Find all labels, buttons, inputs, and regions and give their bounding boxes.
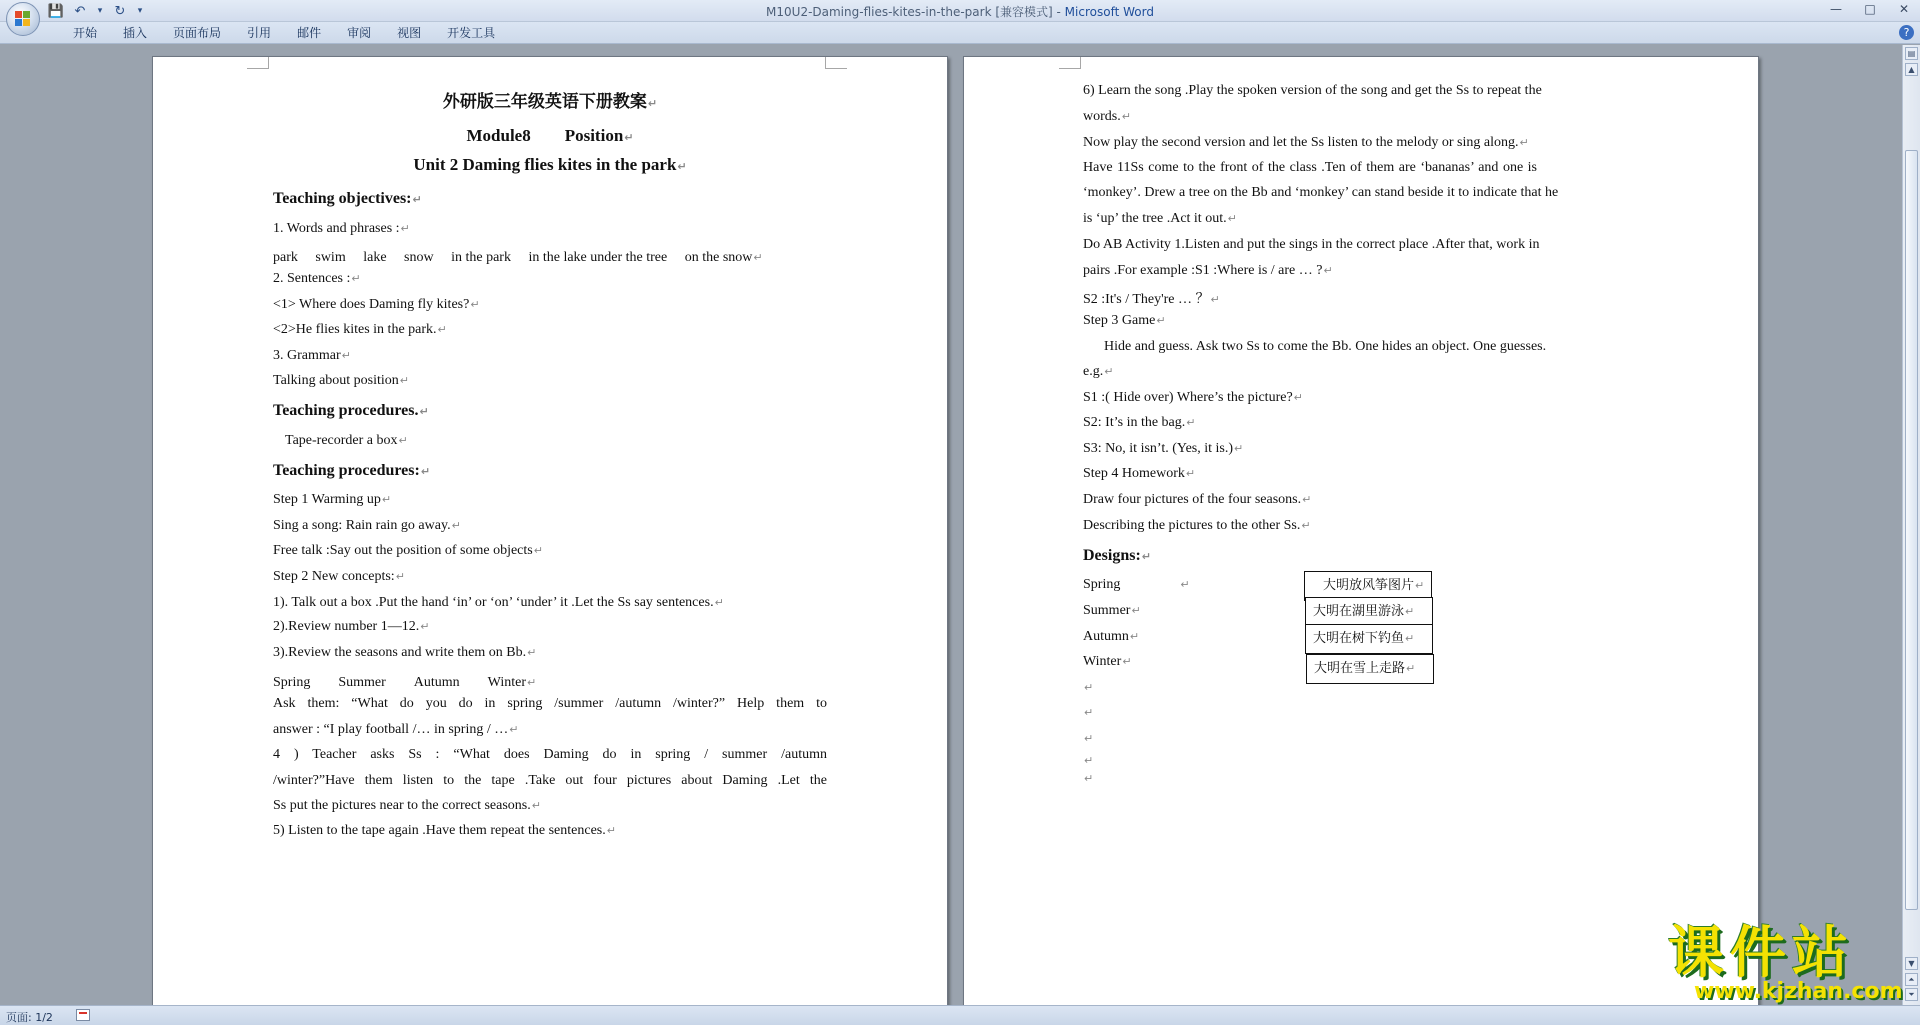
- office-logo-icon: [15, 11, 31, 27]
- body-text: 5) Listen to the tape again .Have them repeat the sentences.↵: [273, 823, 616, 838]
- body-text: 1. Words and phrases :↵: [273, 221, 410, 236]
- tab-review[interactable]: 审阅: [347, 26, 372, 40]
- watermark-chinese: 课件站: [1668, 921, 1854, 986]
- site-watermark-logo: [1668, 921, 1903, 1004]
- body-text: Spring Summer Autumn Winter↵: [273, 675, 537, 690]
- scroll-down-icon[interactable]: ▼: [1905, 957, 1918, 970]
- body-text: <1> Where does Daming fly kites?↵: [273, 297, 480, 312]
- help-icon[interactable]: ?: [1899, 25, 1914, 40]
- app-name: Microsoft Word: [1064, 5, 1154, 19]
- body-text: S3: No, it isn’t. (Yes, it is.)↵: [1083, 441, 1244, 456]
- scroll-up-icon[interactable]: ▲: [1905, 63, 1918, 76]
- tab-developer[interactable]: 开发工具: [447, 26, 496, 40]
- body-text: Step 4 Homework↵: [1083, 466, 1196, 481]
- body-text: is ‘up’ the tree .Act it out.↵: [1083, 211, 1237, 226]
- body-text: pairs .For example :S1 :Where is / are … ?↵: [1083, 263, 1333, 278]
- window-title: [0, 3, 1920, 20]
- body-text: ‘monkey’. Drew a tree on the Bb and ‘monkey’ can stand beside it to indicate that he: [1083, 185, 1559, 200]
- body-text: Sing a song: Rain rain go away.↵: [273, 518, 461, 533]
- design-label: Summer↵: [1083, 603, 1141, 618]
- ruler-toggle-icon[interactable]: ▤: [1905, 47, 1918, 60]
- design-label: Winter↵: [1083, 654, 1132, 669]
- body-text: Now play the second version and let the Ss listen to the melody or sing along.↵: [1083, 135, 1529, 150]
- page-2[interactable]: [963, 56, 1759, 1005]
- proofing-icon[interactable]: [76, 1009, 90, 1021]
- status-bar: [0, 1005, 1920, 1025]
- minimize-button[interactable]: —: [1830, 2, 1842, 16]
- objectives-heading: Teaching objectives:↵: [273, 190, 422, 207]
- design-label: Spring ↵: [1083, 577, 1190, 592]
- body-text: e.g.↵: [1083, 364, 1114, 379]
- tab-mailings[interactable]: 邮件: [297, 26, 322, 40]
- maximize-button[interactable]: □: [1864, 2, 1876, 16]
- office-button[interactable]: [6, 2, 40, 36]
- body-text: <2>He flies kites in the park.↵: [273, 322, 447, 337]
- tab-page-layout[interactable]: 页面布局: [173, 26, 222, 40]
- body-text: Draw four pictures of the four seasons.↵: [1083, 492, 1312, 507]
- unit-heading: Unit 2 Daming flies kites in the park↵: [413, 155, 687, 174]
- body-text: S2 :It's / They're … ？↵: [1083, 292, 1220, 307]
- tab-insert[interactable]: 插入: [123, 26, 148, 40]
- customize-qat-icon[interactable]: ▾: [137, 6, 143, 16]
- body-text: Tape-recorder a box↵: [285, 433, 408, 448]
- body-text: S1 :( Hide over) Where’s the picture?↵: [1083, 390, 1303, 405]
- doc-title: 外研版三年级英语下册教案↵: [442, 92, 658, 111]
- body-text: Step 2 New concepts:↵: [273, 569, 405, 584]
- document-name: M10U2-Daming-flies-kites-in-the-park [兼容模式] -: [766, 5, 1065, 19]
- module-heading: Module8 Position↵: [466, 126, 634, 145]
- document-workspace[interactable]: [0, 45, 1902, 1005]
- previous-page-icon[interactable]: ⏶: [1905, 973, 1918, 986]
- body-text: Free talk :Say out the position of some objects↵: [273, 543, 543, 558]
- save-icon[interactable]: 💾: [47, 3, 65, 19]
- window-controls: [1826, 2, 1914, 16]
- redo-icon[interactable]: ↻: [114, 3, 126, 19]
- body-text: Describing the pictures to the other Ss.↵: [1083, 518, 1311, 533]
- body-text: Do AB Activity 1.Listen and put the sings in the correct place .After that, work in: [1083, 237, 1540, 252]
- body-text: 4 ) Teacher asks Ss : “What does Daming do in spring / summer /autumn: [273, 747, 827, 762]
- body-text: answer : “I play football /… in spring / …↵: [273, 722, 519, 737]
- body-text: words.↵: [1083, 109, 1131, 124]
- body-text: 3. Grammar↵: [273, 348, 351, 363]
- body-text: Step 3 Game↵: [1083, 313, 1166, 328]
- crop-mark: [1059, 57, 1081, 69]
- vertical-scrollbar[interactable]: [1902, 45, 1920, 1005]
- design-label: Autumn↵: [1083, 629, 1140, 644]
- body-text: Hide and guess. Ask two Ss to come the Bb. One hides an object. One guesses.: [1104, 339, 1547, 354]
- body-text: /winter?”Have them listen to the tape .Take out four pictures about Daming .Let the: [273, 773, 827, 788]
- empty-paragraph: ↵: [1084, 732, 1094, 745]
- empty-paragraph: ↵: [1084, 754, 1094, 767]
- design-textbox[interactable]: 大明在树下钓鱼↵: [1305, 624, 1433, 654]
- design-textbox[interactable]: 大明在湖里游泳↵: [1305, 597, 1433, 627]
- page-1[interactable]: [152, 56, 948, 1005]
- empty-paragraph: ↵: [1084, 706, 1094, 719]
- page-count-status[interactable]: 页面: 1/2: [6, 1011, 53, 1024]
- title-bar: [0, 0, 1920, 22]
- crop-mark: [825, 57, 847, 69]
- body-text: S2: It’s in the bag.↵: [1083, 415, 1196, 430]
- scroll-thumb[interactable]: [1905, 150, 1918, 910]
- close-button[interactable]: ✕: [1898, 2, 1910, 16]
- body-text: Step 1 Warming up↵: [273, 492, 392, 507]
- procedures-heading: Teaching procedures:↵: [273, 462, 431, 479]
- tab-references[interactable]: 引用: [247, 26, 272, 40]
- empty-paragraph: ↵: [1084, 772, 1094, 785]
- watermark-url: www.kjzhan.com: [1694, 979, 1903, 1004]
- next-page-icon[interactable]: ⏷: [1905, 988, 1918, 1001]
- body-text: 3).Review the seasons and write them on Bb.↵: [273, 645, 537, 660]
- empty-paragraph: ↵: [1084, 681, 1094, 694]
- undo-dropdown-icon[interactable]: ▾: [97, 6, 103, 16]
- design-textbox[interactable]: 大明在雪上走路↵: [1306, 654, 1434, 684]
- design-textbox[interactable]: 大明放风筝图片↵: [1304, 571, 1432, 601]
- ribbon-tab-bar: [0, 22, 1920, 44]
- crop-mark: [247, 57, 269, 69]
- body-text: Ask them: “What do you do in spring /summer /autumn /winter?” Help them to: [273, 696, 827, 711]
- body-text: park swim lake snow in the park in the lake under the tree on the snow↵: [273, 250, 763, 265]
- body-text: 1). Talk out a box .Put the hand ‘in’ or ‘on’ ‘under’ it .Let the Ss say sentences.↵: [273, 595, 724, 610]
- body-text: Talking about position↵: [273, 373, 410, 388]
- designs-heading: Designs:↵: [1083, 547, 1151, 564]
- tab-view[interactable]: 视图: [397, 26, 422, 40]
- body-text: 2).Review number 1—12.↵: [273, 619, 430, 634]
- procedures-heading: Teaching procedures.↵: [273, 402, 429, 419]
- body-text: 2. Sentences :↵: [273, 271, 361, 286]
- body-text: Have 11Ss come to the front of the class .Ten of them are ‘bananas’ and one is: [1083, 160, 1537, 175]
- body-text: Ss put the pictures near to the correct seasons.↵: [273, 798, 541, 813]
- body-text: 6) Learn the song .Play the spoken version of the song and get the Ss to repeat the: [1083, 83, 1542, 98]
- tab-home[interactable]: 开始: [73, 26, 98, 40]
- undo-icon[interactable]: ↶: [74, 3, 86, 19]
